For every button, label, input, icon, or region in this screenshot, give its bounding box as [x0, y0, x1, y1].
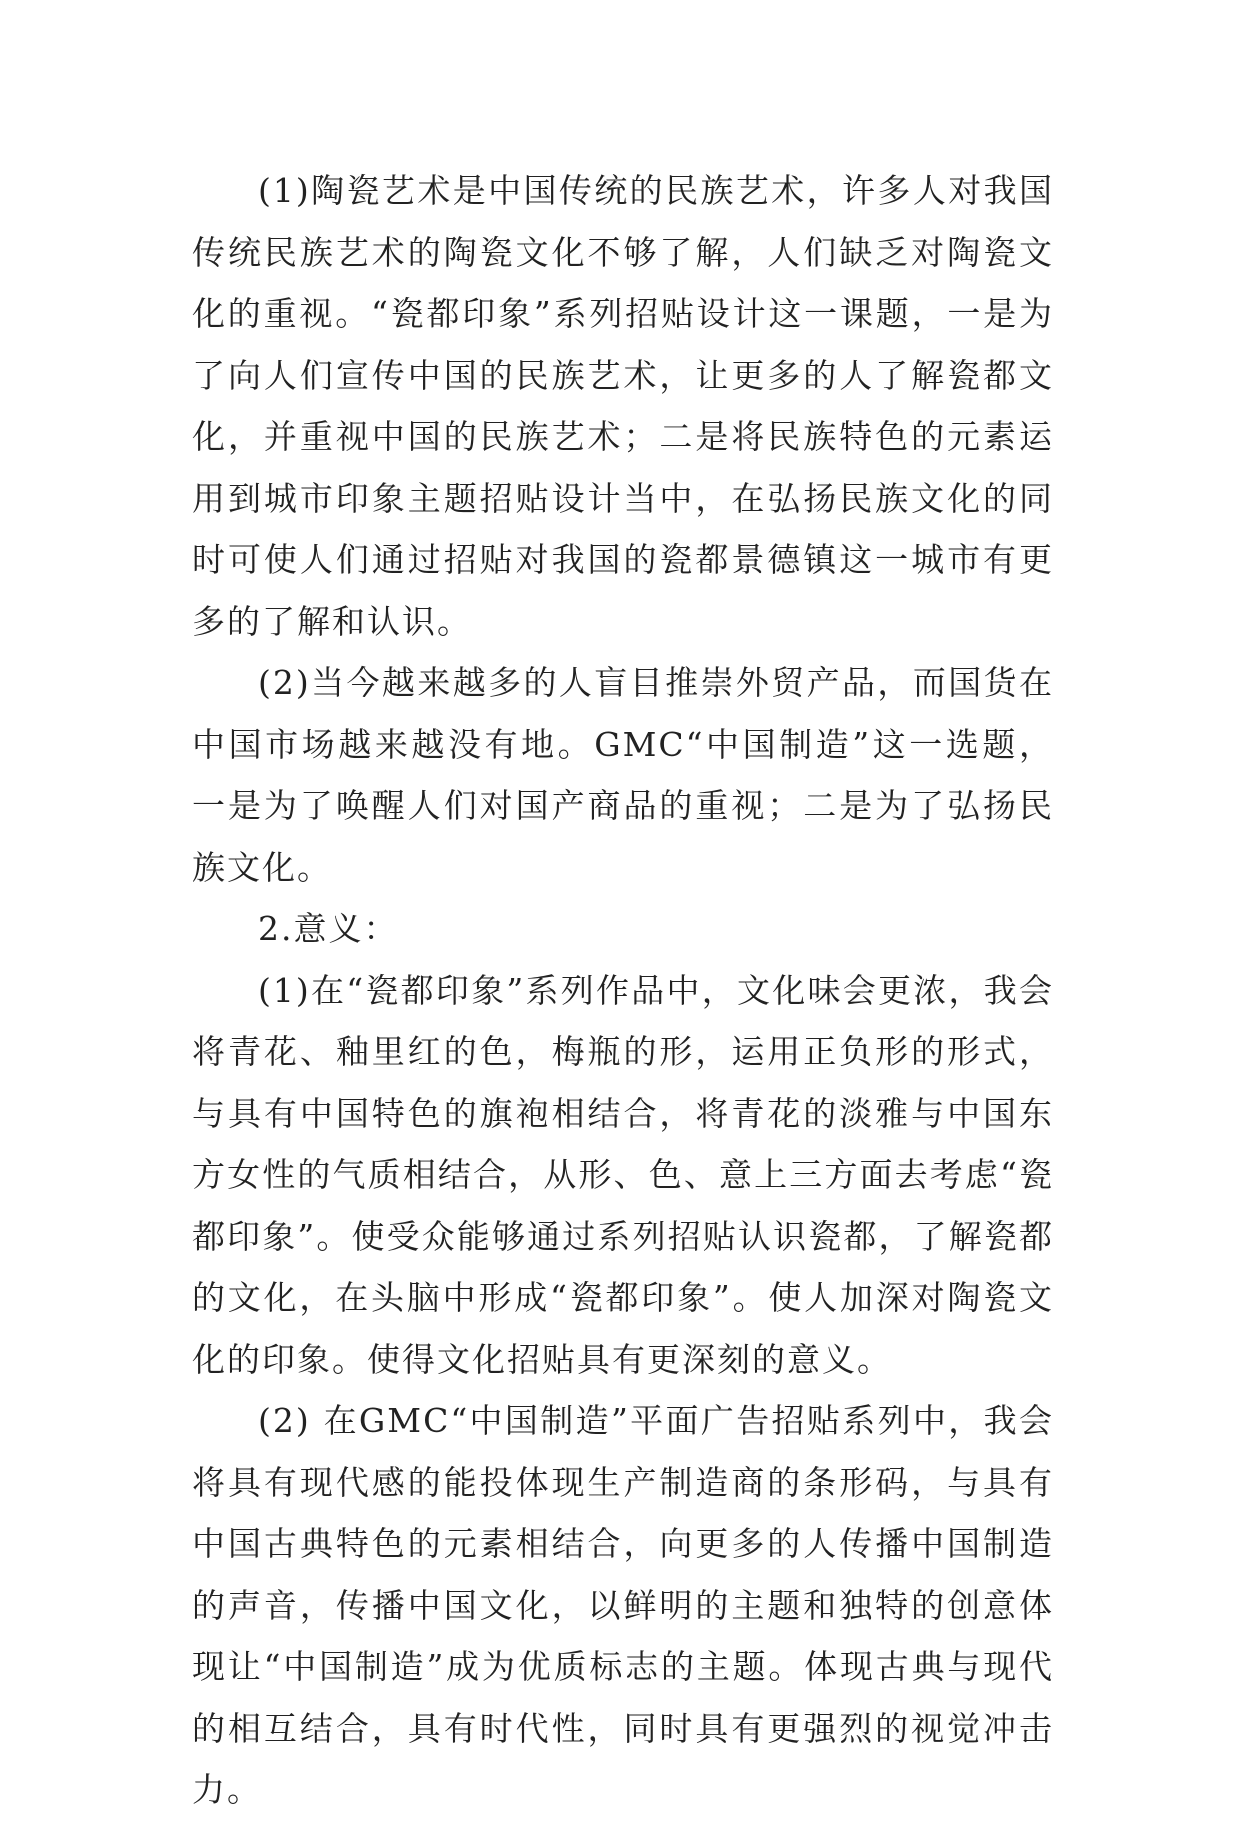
paragraph-purpose-2: (2)当今越来越多的人盲目推崇外贸产品，而国货在中国市场越来越没有地。GMC“中国制造”这一选题，一是为了唤醒人们对国产商品的重视；二是为了弘扬民族文化。 [192, 663, 1054, 887]
document-body [192, 160, 1054, 1821]
section-heading-significance: 2.意义： [258, 909, 399, 948]
paragraph-significance-1: (1)在“瓷都印象”系列作品中，文化味会更浓，我会将青花、釉里红的色，梅瓶的形，运用正负形的形式，与具有中国特色的旗袍相结合，将青花的淡雅与中国东方女性的气质相结合，从形、色、意上三方面去考虑“瓷都印象”。使受众能够通过系列招贴认识瓷都，了解瓷都的文化，在头脑中形成“瓷都印象”。使人加深对陶瓷文化的印象。使得文化招贴具有更深刻的意义。 [192, 970, 1054, 1379]
paragraph-significance-2: (2) 在GMC“中国制造”平面广告招贴系列中，我会将具有现代感的能投体现生产制造商的条形码，与具有中国古典特色的元素相结合，向更多的人传播中国制造的声音，传播中国文化，以鲜明的主题和独特的创意体现让“中国制造”成为优质标志的主题。体现古典与现代的相互结合，具有时代性，同时具有更强烈的视觉冲击力。 [192, 1401, 1054, 1809]
paragraph-purpose-1: (1)陶瓷艺术是中国传统的民族艺术，许多人对我国传统民族艺术的陶瓷文化不够了解，人们缺乏对陶瓷文化的重视。“瓷都印象”系列招贴设计这一课题，一是为了向人们宣传中国的民族艺术，让更多的人了解瓷都文化，并重视中国的民族艺术；二是将民族特色的元素运用到城市印象主题招贴设计当中，在弘扬民族文化的同时可使人们通过招贴对我国的瓷都景德镇这一城市有更多的了解和认识。 [192, 171, 1054, 641]
